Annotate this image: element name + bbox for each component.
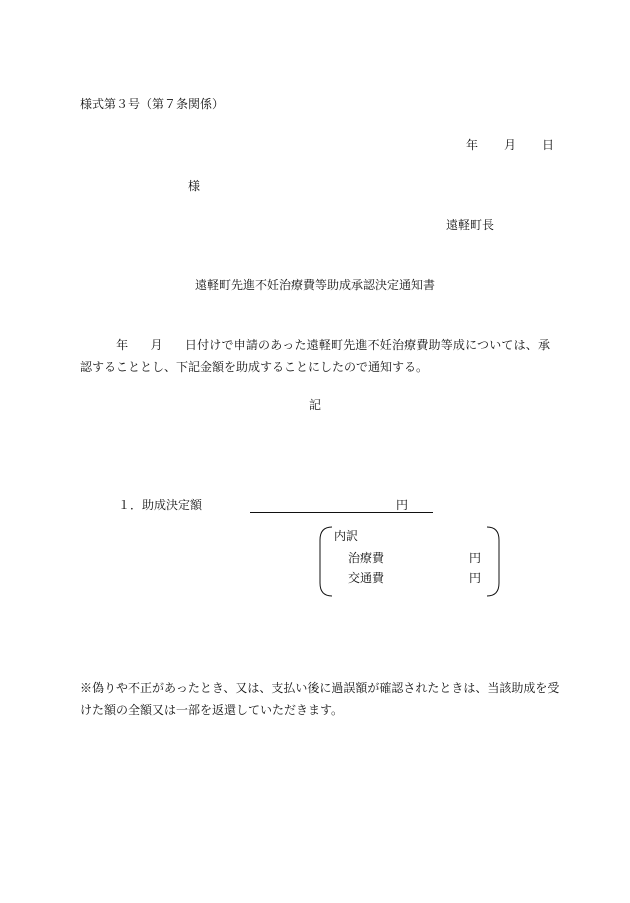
form-number: 様式第３号（第７条関係） — [80, 97, 225, 111]
document-title: 遠軽町先進不妊治療費等助成承認決定通知書 — [194, 278, 435, 292]
note-label: 記 — [308, 398, 321, 412]
body-year-label: 年 — [116, 338, 129, 352]
breakdown-item-label: 交通費 — [348, 571, 385, 585]
breakdown-box — [318, 526, 501, 597]
addressee-suffix: 様 — [188, 179, 201, 193]
amount-unit: 円 — [396, 498, 409, 512]
date-month-label: 月 — [504, 138, 517, 152]
breakdown-title: 内訳 — [334, 529, 359, 543]
date-day-label: 日 — [542, 138, 555, 152]
warning-note: ※偽りや不正があったとき、又は、支払い後に過誤額が確認されたときは、当該助成を受けた額の全額又は一部を返還していただきます。 — [80, 681, 560, 717]
date-year-label: 年 — [466, 138, 479, 152]
issuer-name: 遠軽町長 — [446, 218, 495, 232]
date-line — [466, 137, 554, 153]
body-paragraph — [80, 334, 550, 378]
breakdown-item-label: 治療費 — [348, 551, 385, 565]
body-text: 日付けで申請のあった遠軽町先進不妊治療費助等成については、承認することとし、下記金額を助成することにしたので通知する。 — [80, 338, 550, 374]
breakdown-item-unit: 円 — [469, 571, 482, 585]
body-month-label: 月 — [150, 338, 163, 352]
amount-label: １．助成決定額 — [118, 498, 203, 512]
breakdown-item-unit: 円 — [469, 551, 482, 565]
